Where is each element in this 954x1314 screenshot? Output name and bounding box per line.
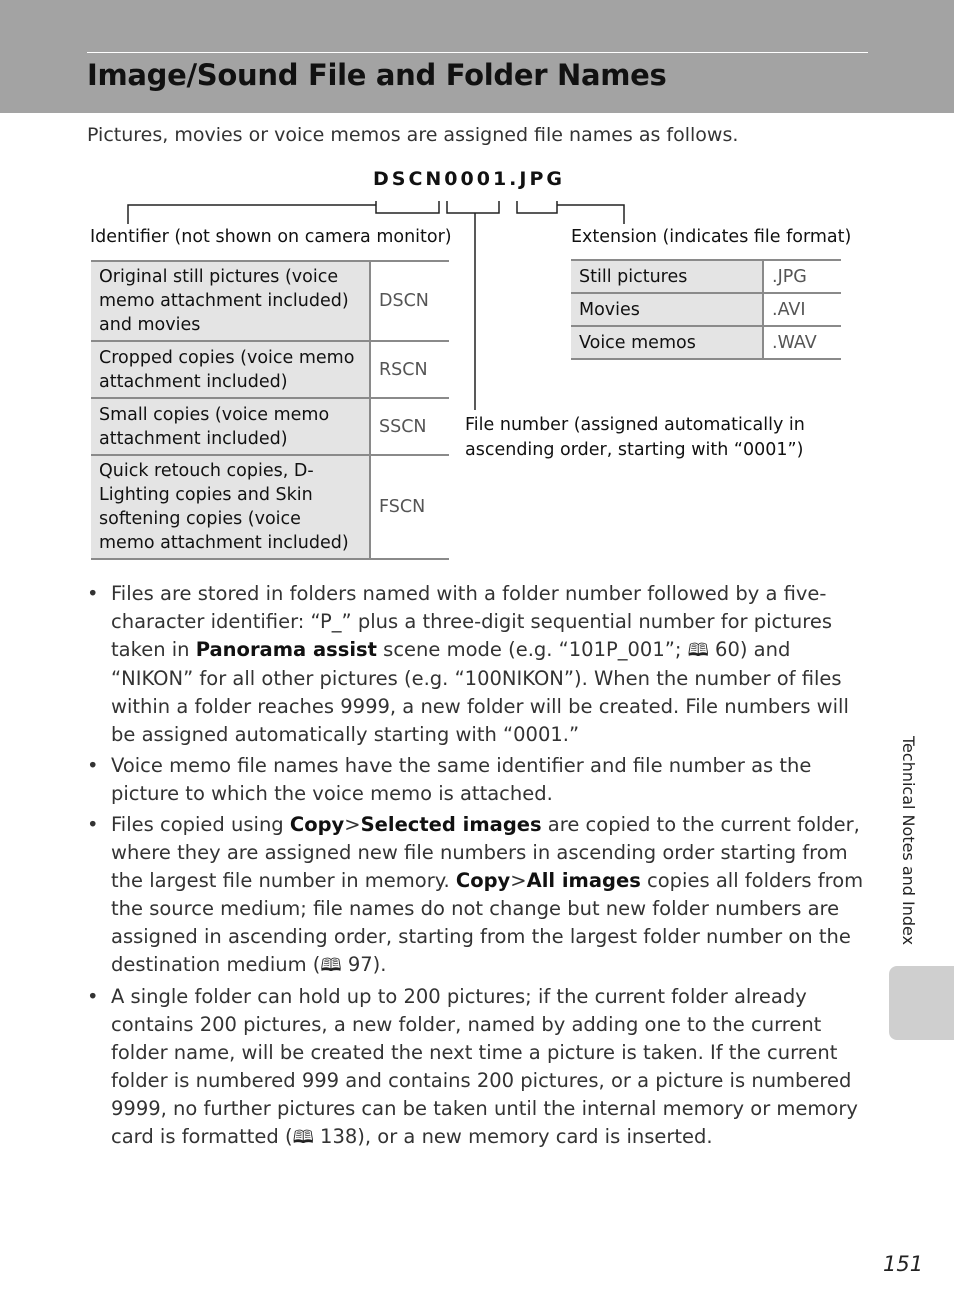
- table-row: [91, 261, 449, 341]
- identifier-code: FSCN: [379, 497, 426, 517]
- book-reference-icon: 🕮: [687, 640, 709, 661]
- file-type: Still pictures: [571, 260, 763, 293]
- file-number-label-line2: ascending order, starting with “0001”): [465, 440, 804, 460]
- file-extension: .WAV: [772, 332, 817, 353]
- note-text: Files are stored in folders named with a folder number followed by a five-character identifier: “P_” plus a three-digit sequential number for pictures taken in: [111, 582, 833, 661]
- note-text: A single folder can hold up to 200 pictures; if the current folder already contains 200 pictures, a new folder, named by adding one to the current folder name, will be created the next time a picture is taken. If the current folder is numbered 999 and contains 200 pictures, or a picture is numbered 9999, no further pictures can be taken until the internal memory or memory card is formatted (: [111, 985, 858, 1148]
- page-reference: 97: [347, 953, 373, 976]
- file-number-bracket: [447, 201, 499, 213]
- list-item: [87, 580, 867, 749]
- identifier-desc: Quick retouch copies, D-Lighting copies and Skin softening copies (voice memo attachment included): [91, 455, 370, 559]
- menu-separator: >: [510, 869, 527, 892]
- book-reference-icon: 🕮: [292, 1127, 314, 1148]
- file-number-label: [465, 413, 805, 463]
- page-number: 151: [883, 1252, 924, 1276]
- extension-bracket: [517, 201, 557, 213]
- note-text: ) and “NIKON” for all other pictures (e.g. “100NIKON”). When the number of files within a folder reaches 9999, a new folder will be created. File numbers will be assigned automatically starting with “0001.”: [111, 638, 849, 746]
- list-item: [87, 752, 867, 808]
- table-row: [571, 326, 841, 359]
- menu-term: Panorama assist: [195, 638, 377, 661]
- identifier-table: [91, 260, 449, 560]
- menu-separator: >: [344, 813, 361, 836]
- filename-example: DSCN0001.JPG: [373, 168, 565, 190]
- identifier-desc: Original still pictures (voice memo attachment included) and movies: [91, 261, 370, 341]
- note-text: are copied to the current folder, where they are assigned new file numbers in ascending order starting from the largest file number in memory.: [111, 813, 860, 892]
- identifier-bracket: [376, 201, 439, 213]
- page-reference: 60: [715, 638, 740, 661]
- file-extension: .JPG: [772, 266, 807, 287]
- file-type: Voice memos: [571, 326, 763, 359]
- menu-term: Selected images: [360, 813, 542, 836]
- bullet-icon: •: [87, 582, 99, 605]
- menu-term: All images: [526, 869, 641, 892]
- identifier-desc: Small copies (voice memo attachment included): [91, 398, 370, 455]
- table-row: [91, 455, 449, 559]
- book-reference-icon: 🕮: [320, 955, 342, 976]
- page-reference: 138: [320, 1125, 358, 1148]
- intro-text: Pictures, movies or voice memos are assigned file names as follows.: [87, 124, 739, 146]
- table-row: [571, 293, 841, 326]
- note-text: scene mode (e.g. “101P_001”;: [376, 638, 688, 661]
- bullet-icon: •: [87, 754, 99, 777]
- menu-term: Copy: [289, 813, 345, 836]
- bullet-icon: •: [87, 985, 99, 1008]
- notes-list: [87, 580, 867, 1155]
- note-text: Files copied using: [111, 813, 290, 836]
- section-side-label: Technical Notes and Index: [899, 736, 918, 946]
- table-row: [91, 398, 449, 455]
- extension-label: Extension (indicates file format): [571, 227, 852, 247]
- table-row: [571, 260, 841, 293]
- section-thumb-tab: [889, 966, 954, 1040]
- identifier-label: Identifier (not shown on camera monitor): [90, 227, 452, 247]
- identifier-code: SSCN: [379, 416, 427, 437]
- bullet-icon: •: [87, 813, 99, 836]
- table-row: [91, 341, 449, 398]
- extension-leader: [557, 205, 624, 224]
- identifier-code: RSCN: [379, 359, 428, 380]
- extension-table: [571, 259, 841, 360]
- note-text: ).: [372, 953, 387, 976]
- note-text: Voice memo file names have the same identifier and file number as the picture to which the voice memo is attached.: [111, 754, 812, 805]
- file-extension: .AVI: [772, 299, 806, 320]
- menu-term: Copy: [455, 869, 511, 892]
- identifier-leader: [128, 205, 376, 224]
- file-type: Movies: [571, 293, 763, 326]
- identifier-desc: Cropped copies (voice memo attachment included): [91, 341, 370, 398]
- note-text: ), or a new memory card is inserted.: [357, 1125, 713, 1148]
- note-text: copies all folders from the source medium; file names do not change but new folder numbers are assigned in ascending order, starting from the largest folder number on the destination medium (: [111, 869, 864, 976]
- list-item: [87, 811, 867, 980]
- list-item: [87, 983, 867, 1152]
- identifier-code: DSCN: [379, 291, 429, 311]
- page-title: Image/Sound File and Folder Names: [87, 58, 667, 92]
- file-number-label-line1: File number (assigned automatically in: [465, 415, 805, 435]
